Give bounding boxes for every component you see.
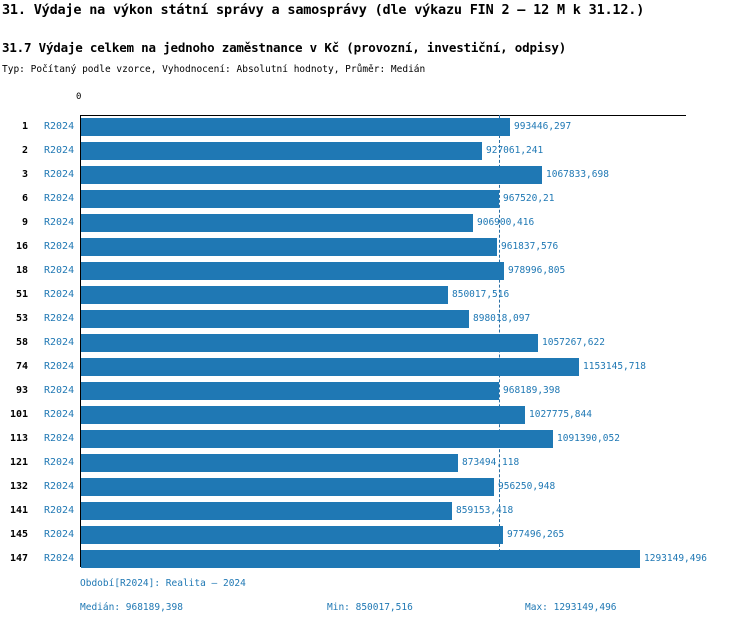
bar-row-category: R2024 bbox=[44, 265, 75, 276]
chart-bar-row bbox=[0, 211, 750, 235]
bar[interactable] bbox=[81, 454, 458, 472]
footer-median-label: Medián: 968189,398 bbox=[80, 602, 183, 613]
chart-bar-row bbox=[0, 451, 750, 475]
bar-row-index: 101 bbox=[9, 409, 28, 420]
bar[interactable] bbox=[81, 406, 525, 424]
chart-bar-row bbox=[0, 139, 750, 163]
bar-row-category: R2024 bbox=[44, 457, 75, 468]
bar[interactable] bbox=[81, 262, 504, 280]
bar-value-label: 873494,118 bbox=[462, 457, 520, 468]
chart-bar-row bbox=[0, 547, 750, 571]
chart-bar-row bbox=[0, 259, 750, 283]
bar-value-label: 967520,21 bbox=[503, 193, 555, 204]
footer-period-label: Období[R2024]: Realita – 2024 bbox=[80, 578, 246, 589]
bar-row-index: 93 bbox=[15, 385, 28, 396]
bar-row-category: R2024 bbox=[44, 433, 75, 444]
bar-row-index: 51 bbox=[15, 289, 28, 300]
chart-bar-row bbox=[0, 379, 750, 403]
bar[interactable] bbox=[81, 190, 499, 208]
bar-row-index: 1 bbox=[21, 121, 28, 132]
chart-bar-row bbox=[0, 307, 750, 331]
bar-value-label: 1293149,496 bbox=[644, 553, 707, 564]
bar-row-category: R2024 bbox=[44, 193, 75, 204]
plot-area bbox=[0, 92, 750, 572]
bar-row-category: R2024 bbox=[44, 385, 75, 396]
bar-row-category: R2024 bbox=[44, 289, 75, 300]
chart-bar-row bbox=[0, 523, 750, 547]
chart-note: Typ: Počítaný podle vzorce, Vyhodnocení: Absolutní hodnoty, Průměr: Medián bbox=[2, 64, 426, 75]
bar-row-index: 58 bbox=[15, 337, 28, 348]
bar-row-category: R2024 bbox=[44, 169, 75, 180]
bar-row-index: 141 bbox=[9, 505, 28, 516]
bar-value-label: 956250,948 bbox=[498, 481, 556, 492]
bar[interactable] bbox=[81, 502, 452, 520]
bar-row-index: 132 bbox=[9, 481, 28, 492]
bar-row-index: 18 bbox=[15, 265, 28, 276]
bar-value-label: 898018,097 bbox=[473, 313, 531, 324]
bar-row-index: 6 bbox=[21, 193, 28, 204]
bar[interactable] bbox=[81, 430, 553, 448]
bar-row-index: 3 bbox=[21, 169, 28, 180]
bar-row-category: R2024 bbox=[44, 241, 75, 252]
bar-row-index: 113 bbox=[9, 433, 28, 444]
bar-value-label: 1057267,622 bbox=[542, 337, 605, 348]
chart-bar-row bbox=[0, 355, 750, 379]
bar[interactable] bbox=[81, 358, 579, 376]
bar-row-category: R2024 bbox=[44, 529, 75, 540]
bar-row-index: 147 bbox=[9, 553, 28, 564]
bar-value-label: 859153,418 bbox=[456, 505, 514, 516]
chart-bar-row bbox=[0, 163, 750, 187]
bar-value-label: 927061,241 bbox=[486, 145, 544, 156]
chart-subtitle: 31.7 Výdaje celkem na jednoho zaměstnance v Kč (provozní, investiční, odpisy) bbox=[2, 40, 567, 55]
bar-row-category: R2024 bbox=[44, 313, 75, 324]
bar-value-label: 1067833,698 bbox=[546, 169, 609, 180]
bar[interactable] bbox=[81, 526, 503, 544]
bar-row-index: 2 bbox=[21, 145, 28, 156]
bar-row-index: 74 bbox=[15, 361, 28, 372]
bar[interactable] bbox=[81, 310, 469, 328]
bar-row-category: R2024 bbox=[44, 337, 75, 348]
bar-row-index: 9 bbox=[21, 217, 28, 228]
chart-bar-row bbox=[0, 475, 750, 499]
chart-bar-row bbox=[0, 499, 750, 523]
chart-bar-row bbox=[0, 403, 750, 427]
footer-min-label: Min: 850017,516 bbox=[327, 602, 413, 613]
bar-value-label: 961837,576 bbox=[501, 241, 559, 252]
bar-value-label: 993446,297 bbox=[514, 121, 572, 132]
bar-row-index: 121 bbox=[9, 457, 28, 468]
bar[interactable] bbox=[81, 142, 482, 160]
bar-value-label: 977496,265 bbox=[507, 529, 565, 540]
bar-row-category: R2024 bbox=[44, 505, 75, 516]
bar[interactable] bbox=[81, 166, 542, 184]
bar-rows bbox=[0, 115, 750, 571]
bar[interactable] bbox=[81, 550, 640, 568]
bar-value-label: 1091390,052 bbox=[557, 433, 620, 444]
bar[interactable] bbox=[81, 334, 538, 352]
x-axis-origin-tick: 0 bbox=[76, 92, 82, 102]
bar-value-label: 1153145,718 bbox=[583, 361, 646, 372]
bar-row-category: R2024 bbox=[44, 121, 75, 132]
bar-row-category: R2024 bbox=[44, 553, 75, 564]
bar-row-category: R2024 bbox=[44, 145, 75, 156]
page-title: 31. Výdaje na výkon státní správy a samosprávy (dle výkazu FIN 2 – 12 M k 31.12.) bbox=[2, 2, 645, 18]
bar-value-label: 1027775,844 bbox=[529, 409, 592, 420]
bar-row-index: 145 bbox=[9, 529, 28, 540]
bar[interactable] bbox=[81, 382, 499, 400]
bar-value-label: 978996,805 bbox=[508, 265, 566, 276]
bar-row-category: R2024 bbox=[44, 481, 75, 492]
bar-row-index: 53 bbox=[15, 313, 28, 324]
bar-row-category: R2024 bbox=[44, 217, 75, 228]
bar[interactable] bbox=[81, 478, 494, 496]
bar-value-label: 850017,516 bbox=[452, 289, 510, 300]
bar[interactable] bbox=[81, 118, 510, 136]
footer-max-label: Max: 1293149,496 bbox=[525, 602, 617, 613]
bar-value-label: 968189,398 bbox=[503, 385, 561, 396]
chart-bar-row bbox=[0, 115, 750, 139]
chart-bar-row bbox=[0, 283, 750, 307]
chart-bar-row bbox=[0, 235, 750, 259]
bar-value-label: 906900,416 bbox=[477, 217, 535, 228]
chart-bar-row bbox=[0, 427, 750, 451]
bar-row-index: 16 bbox=[15, 241, 28, 252]
bar[interactable] bbox=[81, 286, 448, 304]
bar-row-category: R2024 bbox=[44, 361, 75, 372]
bar-row-category: R2024 bbox=[44, 409, 75, 420]
chart-bar-row bbox=[0, 331, 750, 355]
chart-bar-row bbox=[0, 187, 750, 211]
bar[interactable] bbox=[81, 214, 473, 232]
bar[interactable] bbox=[81, 238, 497, 256]
